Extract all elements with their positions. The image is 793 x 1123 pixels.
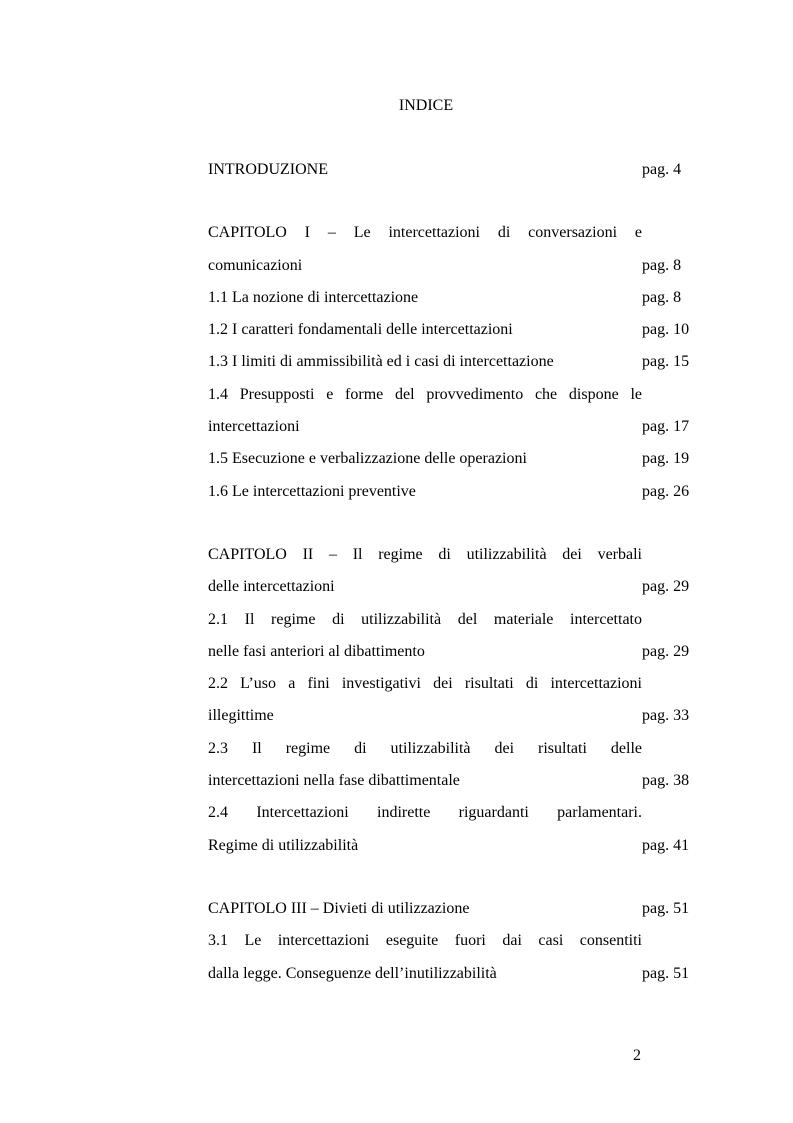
toc-entry: [208, 962, 698, 994]
toc-entry-page: pag. 33: [642, 707, 690, 725]
toc-entry: [208, 318, 698, 350]
toc-entry-text: comunicazioni: [208, 256, 303, 274]
toc-entry-text: delle intercettazioni: [208, 578, 335, 596]
page-title: INDICE: [398, 97, 454, 114]
toc-entry-page: pag. 4: [642, 161, 682, 178]
toc-entry-page: pag. 17: [642, 418, 690, 436]
toc-entry: [208, 704, 698, 736]
table-of-contents: [208, 158, 698, 994]
toc-entry-page: pag. 19: [642, 450, 690, 468]
toc-entry-page: pag. 29: [642, 578, 690, 596]
toc-entry: [208, 769, 698, 801]
toc-entry: [208, 221, 698, 253]
toc-entry: [208, 383, 698, 415]
toc-entry-text: 3.1 Le intercettazioni eseguite fuori dai casi consentiti: [208, 932, 642, 950]
toc-entry: [208, 834, 698, 866]
toc-entry-text: CAPITOLO I – Le intercettazioni di conversazioni e: [208, 224, 642, 242]
toc-entry-page: pag. 29: [642, 642, 690, 660]
toc-entry-text: 1.1 La nozione di intercettazione: [208, 288, 419, 306]
section-spacer: [208, 190, 698, 221]
toc-entry-text: INTRODUZIONE: [208, 161, 328, 178]
toc-entry: [208, 415, 698, 447]
toc-entry-text: 2.3 Il regime di utilizzabilità dei risultati delle: [208, 739, 642, 757]
toc-entry-text: dalla legge. Conseguenze dell’inutilizzabilità: [208, 964, 497, 982]
toc-entry-page: pag. 41: [642, 836, 690, 854]
toc-entry-page: pag. 26: [642, 482, 690, 500]
toc-entry: [208, 672, 698, 704]
toc-entry: [208, 254, 698, 286]
toc-entry: [208, 640, 698, 672]
toc-entry-text: 1.2 I caratteri fondamentali delle intercettazioni: [208, 321, 513, 339]
toc-entry-text: intercettazioni nella fase dibattimentale: [208, 772, 460, 790]
toc-entry-page: pag. 8: [642, 288, 682, 306]
toc-entry: [208, 608, 698, 640]
toc-entry-page: pag. 38: [642, 772, 690, 790]
toc-entry: [208, 480, 698, 512]
toc-entry: [208, 929, 698, 961]
toc-entry-page: pag. 15: [642, 353, 690, 371]
section-spacer: [208, 866, 698, 897]
toc-entry-text: 1.4 Presupposti e forme del provvedimento che dispone le: [208, 385, 642, 403]
toc-entry: [208, 575, 698, 607]
toc-entry-text: nelle fasi anteriori al dibattimento: [208, 642, 425, 660]
toc-entry: [208, 158, 698, 190]
toc-entry-text: 1.6 Le intercettazioni preventive: [208, 482, 416, 500]
toc-entry-text: CAPITOLO III – Divieti di utilizzazione: [208, 899, 470, 917]
toc-entry-text: 1.3 I limiti di ammissibilità ed i casi di intercettazione: [208, 353, 554, 371]
toc-entry-page: pag. 8: [642, 256, 682, 274]
toc-entry-text: intercettazioni: [208, 418, 300, 436]
toc-entry-page: pag. 51: [642, 964, 690, 982]
toc-entry-text: 1.5 Esecuzione e verbalizzazione delle operazioni: [208, 450, 527, 468]
toc-entry: [208, 350, 698, 382]
toc-entry: [208, 543, 698, 575]
toc-entry: [208, 737, 698, 769]
toc-entry: [208, 801, 698, 833]
toc-entry-text: illegittime: [208, 707, 274, 725]
toc-entry: [208, 286, 698, 318]
toc-entry: [208, 447, 698, 479]
toc-entry: [208, 897, 698, 929]
page-number: 2: [633, 1047, 641, 1064]
toc-entry-text: Regime di utilizzabilità: [208, 836, 359, 854]
toc-entry-page: pag. 51: [642, 899, 690, 917]
section-spacer: [208, 512, 698, 543]
toc-entry-page: pag. 10: [642, 321, 690, 339]
toc-entry-text: CAPITOLO II – Il regime di utilizzabilità dei verbali: [208, 545, 642, 563]
toc-entry-text: 2.1 Il regime di utilizzabilità del materiale intercettato: [208, 610, 642, 628]
toc-entry-text: 2.4 Intercettazioni indirette riguardanti parlamentari.: [208, 804, 642, 822]
toc-entry-text: 2.2 L’uso a fini investigativi dei risultati di intercettazioni: [208, 675, 642, 693]
